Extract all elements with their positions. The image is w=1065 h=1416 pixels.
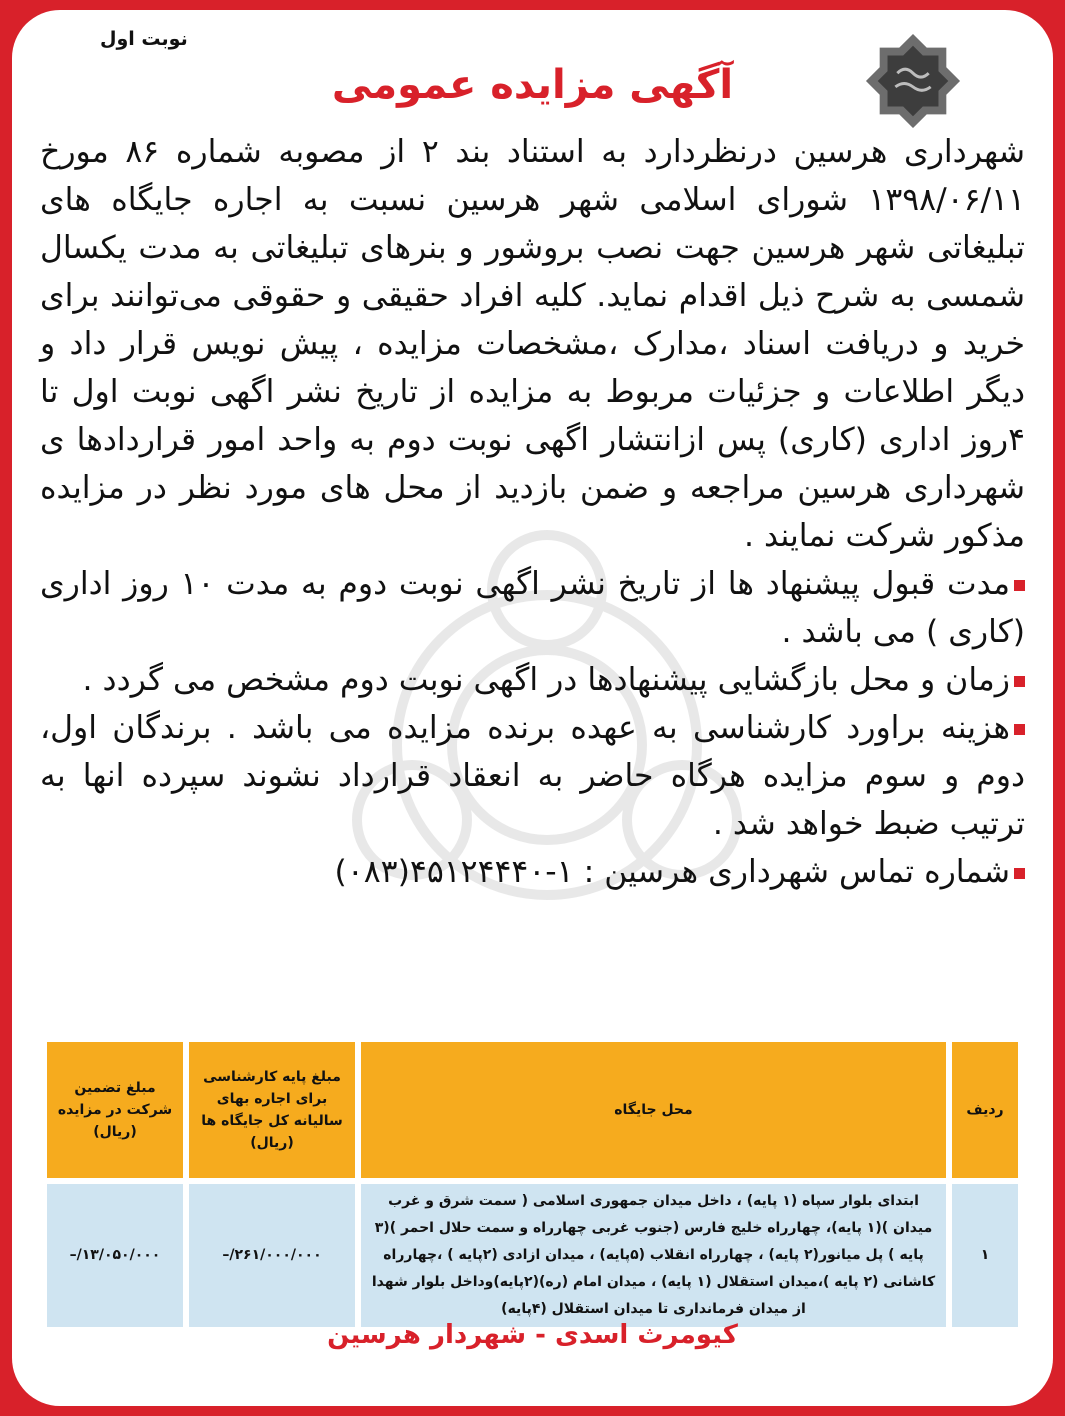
header-base-price: مبلغ پایه کارشناسی برای اجاره بهای سالیانه کل جایگاه ها (ریال) [189, 1042, 355, 1178]
bullet-marker-icon [1014, 868, 1025, 879]
table-row [47, 1184, 1018, 1327]
bullet-item: مدت قبول پیشنهاد ها از تاریخ نشر اگهی نوبت دوم به مدت ۱۰ روز اداری (کاری ) می باشد . [40, 566, 1025, 650]
page-title: آگهی مزایده عمومی [331, 62, 734, 108]
notice-body [40, 128, 1025, 896]
bullet-marker-icon [1014, 724, 1025, 735]
header-guarantee: مبلغ تضمین شرکت در مزایده (ریال) [47, 1042, 183, 1178]
cell-location: ابتدای بلوار سپاه (۱ پایه) ، داخل میدان جمهوری اسلامی ( سمت شرق و غرب میدان )(۱ پایه)، چهارراه خلیج فارس (جنوب غربی چهارراه و سمت حلال احمر )(۳ پایه ) پل میانور(۲ پایه) ، چهارراه انقلاب (۵پایه) ، میدان ازادی (۲پایه ) ،چهارراه کاشانی (۲ پایه )،میدان استقلال (۱ پایه) ، میدان امام (ره)(۲پایه)وداخل بلوار شهدا از میدان فرمانداری تا میدان استقلال (۴پایه) [361, 1184, 946, 1327]
header-row-number: ردیف [952, 1042, 1018, 1178]
bullet-marker-icon [1014, 580, 1025, 591]
table-header-row [47, 1042, 1018, 1178]
intro-paragraph: شهرداری هرسین درنظردارد به استناد بند ۲ از مصوبه شماره ۸۶ مورخ ۱۳۹۸/۰۶/۱۱ شورای اسلامی شهر هرسین نسبت به اجاره جایگاه های تبلیغاتی شهر هرسین جهت نصب بروشور و بنرهای تبلیغاتی به مدت یکسال شمسی به شرح ذیل اقدام نماید. کلیه افراد حقیقی و حقوقی می‌توانند برای خرید و دریافت اسناد ،مدارک ،مشخصات مزایده ، پیش نویس قرار داد و دیگر اطلاعات و جزئیات مربوط به مزایده از تاریخ نشر اگهی نوبت اول تا ۴روز اداری (کاری) پس ازانتشار اگهی نوبت دوم به واحد امور قراردادها ی شهرداری هرسین مراجعه و ضمن بازدید از محل های مورد نظر در مزایده مذکور شرکت نمایند . [40, 134, 1025, 554]
edition-label: نوبت اول [100, 28, 188, 50]
bullet-item: زمان و محل بازگشایی پیشنهادها در اگهی نوبت دوم مشخص می گردد . [40, 656, 1025, 704]
bullet-item: هزینه براورد کارشناسی به عهده برنده مزایده می باشد . برندگان اول، دوم و سوم مزایده هرگاه حاضر به انعقاد قرارداد نشوند سپرده انها به ترتیب ضبط خواهد شد . [40, 710, 1025, 842]
auction-table [41, 1036, 1024, 1333]
cell-base-price: ۲۶۱/۰۰۰/۰۰۰/– [189, 1184, 355, 1327]
signature: کیومرث اسدی - شهردار هرسین [327, 1320, 738, 1350]
notice-card [12, 10, 1053, 1406]
contact-phone: شماره تماس شهرداری هرسین : ۱-۴۵۱۲۴۴۴۰(۰۸۳) [40, 848, 1025, 896]
cell-row-number: ۱ [952, 1184, 1018, 1327]
header-location: محل جایگاه [361, 1042, 946, 1178]
cell-guarantee: ۱۳/۰۵۰/۰۰۰/– [47, 1184, 183, 1327]
bullet-marker-icon [1014, 676, 1025, 687]
